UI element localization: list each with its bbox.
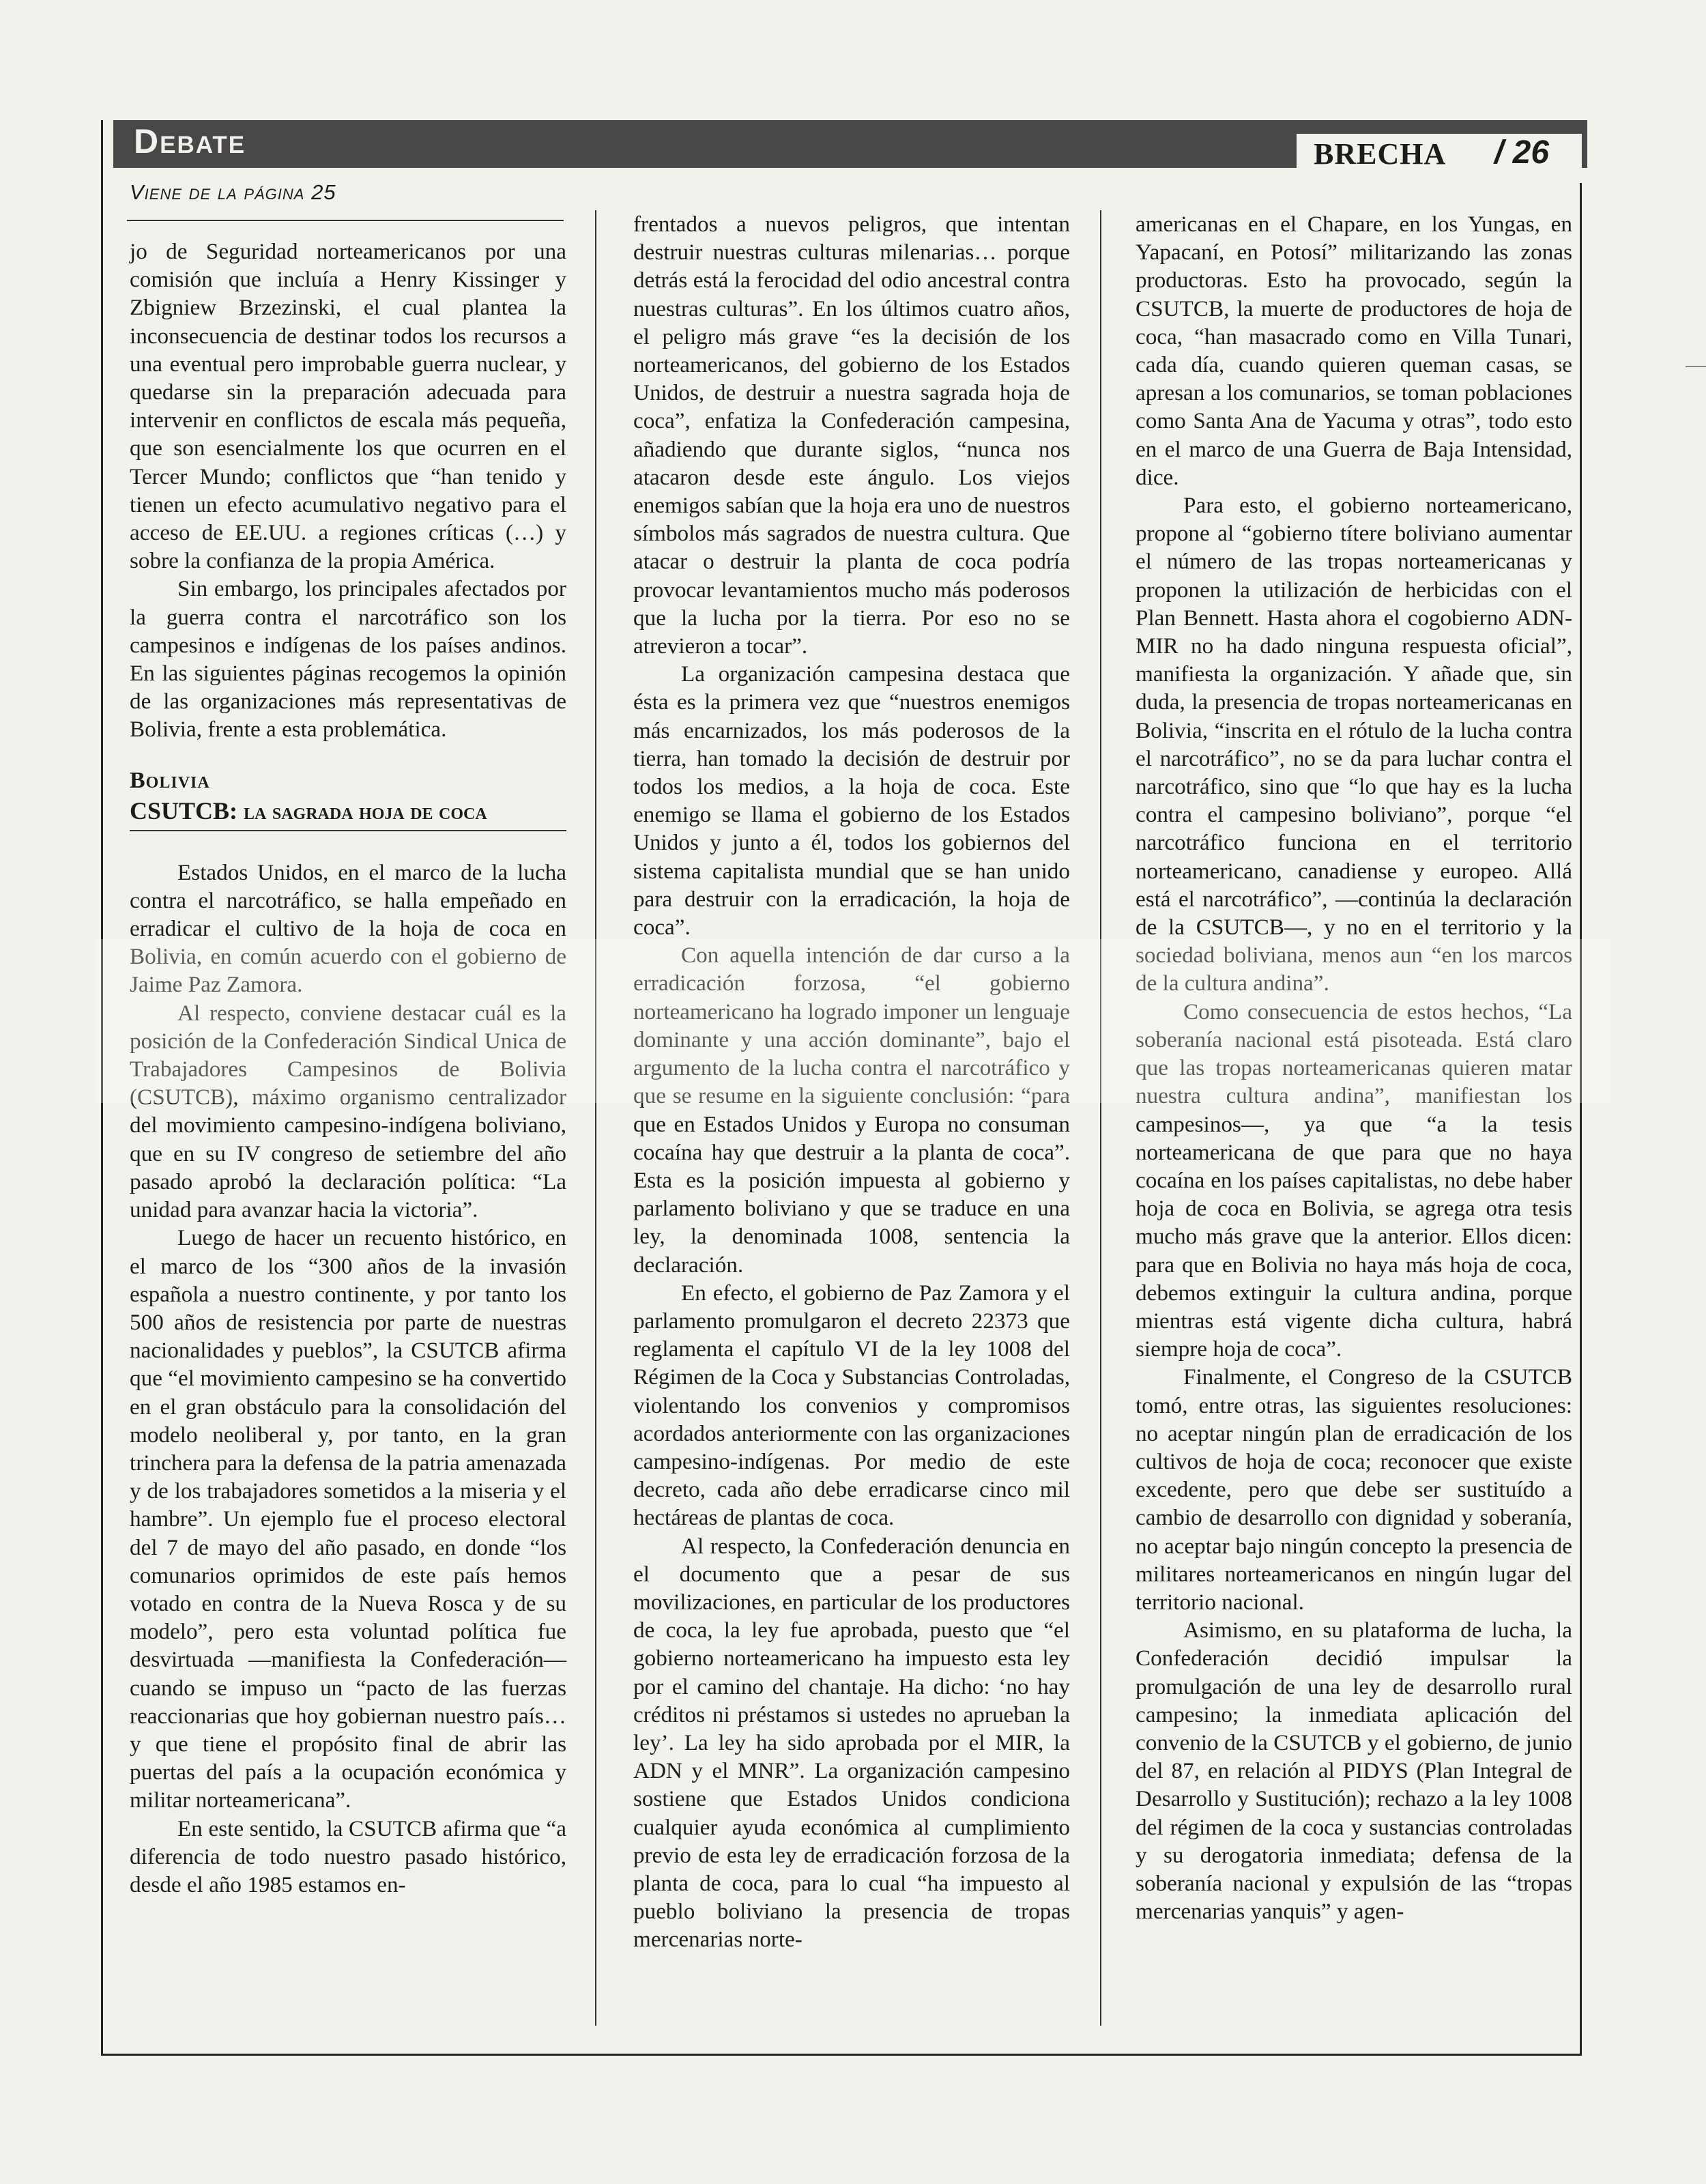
paragraph: jo de Seguridad norteamericanos por una comisión que incluía a Henry Kissinger y Zbigniew Brzezinski, el cual plantea la inconsecuencia de destinar todos los recursos a una eventual pero improbable guerra nuclear, y quedarse sin la preparación adecuada para intervenir en conflictos de escala más pequeña, que son esencialmente los que ocurren en el Tercer Mundo; conflictos que “han tenido y tienen un efecto acumulativo negativo para el acceso de EE.UU. a regiones críticas (…) y sobre la confianza de la propia América. <box>130 239 566 574</box>
paragraph: La organización campesina destaca que ésta es la primera vez que “nuestros enemigos más encarnizados, los más poderosos de la tierra, han tomado la decisión de destruir por todos los medios, a la hoja de coca. Este enemigo se llama el gobierno de los Estados Unidos y junto a él, todos los gobiernos del sistema capitalista mundial que se han unido para destruir con la erradicación, la hoja de coca”. <box>633 661 1070 940</box>
paragraph: Como consecuencia de estos hechos, “La soberanía nacional está pisoteada. Está claro que las tropas norteamericanas quieren matar nuestra cultura andina”, manifiestan los campesinos—, ya que “a la tesis norteamericana de que para que no haya cocaína en los países capitalistas, no debe haber hoja de coca en Bolivia, se agrega otra tesis mucho más grave que la anterior. Ellos dicen: para que en Bolivia no haya más hoja de coca, debemos extinguir la cultura andina, porque mientras está vigente dicha cultura, habrá siempre hoja de coca”. <box>1136 998 1572 1362</box>
paragraph: americanas en el Chapare, en los Yungas, en Yapacaní, en Potosí” militarizando las zonas productoras. Esto ha provocado, según la CSUTCB, la muerte de productores de hoja de coca, “han masacrado como en Villa Tunari, cada día, cuando quieren queman casas, se apresan a los comunarios, se toman poblaciones como Santa Ana de Yacuma y otras”, todo esto en el marco de una Guerra de Baja Intensidad, dice. <box>1136 212 1572 490</box>
section-title <box>130 794 566 831</box>
paragraph: En este sentido, la CSUTCB afirma que “a diferencia de todo nuestro pasado histórico, desde el año 1985 estamos en- <box>130 1815 566 1897</box>
section-country: Bolivia <box>130 767 210 793</box>
continued-rule <box>127 220 564 221</box>
article-column-1 <box>130 238 566 1899</box>
article-column-2 <box>633 210 1070 1954</box>
column-divider-1 <box>595 210 596 2026</box>
page-number: / 26 <box>1494 134 1550 171</box>
paragraph: Sin embargo, los principales afectados por la guerra contra el narcotráfico son los campesinos e indígenas de los países andinos. En las siguientes páginas recogemos la opinión de las organizaciones más representativas de Bolivia, frente a esta problemática. <box>130 576 566 743</box>
article-column-3 <box>1136 210 1572 1925</box>
section-title-rest: la sagrada hoja de coca <box>244 799 487 824</box>
section-label: Debate <box>134 122 246 160</box>
paragraph: Para esto, el gobierno norteamericano, propone al “gobierno títere boliviano aumentar el número de las tropas norteamericanas y proponen la utilización de herbicidas con el Plan Bennett. Hasta ahora el cogobierno ADN-MIR no ha dado ninguna respuesta oficial”, manifiesta la organización. Y añade que, sin duda, la presencia de tropas norteamericanas en Bolivia, “inscrita en el rótulo de la lucha contra el narcotráfico”, no se da para luchar contra el narcotráfico, sino que “lo que hay es la lucha contra el campesino boliviano”, porque “el narcotráfico funciona en el territorio norteamericano, canadiense y europeo. Allá está el narcotráfico”, —continúa la declaración de la CSUTCB—, y no en el territorio y la sociedad boliviana, menos aun “en los marcos de la cultura andina”. <box>1136 493 1572 996</box>
section-title-org: CSUTCB: <box>130 796 238 824</box>
paragraph: Al respecto, conviene destacar cuál es la posición de la Confederación Sindical Unica de Trabajadores Campesinos de Bolivia (CSUTCB), máximo organismo centralizador del movimiento campesino-indígena boliviano, que en su IV congreso de setiembre del año pasado aprobó la declaración política: “La unidad para avanzar hacia la victoria”. <box>130 1000 566 1223</box>
paragraph: Con aquella intención de dar curso a la erradicación forzosa, “el gobierno norteamericano ha logrado imponer un lenguaje dominante y una acción dominante”, bajo el argumento de la lucha contra el narcotráfico y que se resume en la siguiente conclusión: “para que en Estados Unidos y Europa no consuman cocaína hay que destruir a la planta de coca”. Esta es la posición impuesta al gobierno y parlamento boliviano y que se traduce en una ley, la denominada 1008, sentencia la declaración. <box>633 943 1070 1278</box>
paragraph: Finalmente, el Congreso de la CSUTCB tomó, entre otras, las siguientes resoluciones: no aceptar ningún plan de erradicación de los cultivos de hoja de coca; reconocer que existe excedente, pero que debe ser sustituído a cambio de desarrollo con dignidad y soberanía, no aceptar bajo ningún concepto la presencia de militares norteamericanos en ningún lugar del territorio nacional. <box>1136 1364 1572 1615</box>
paragraph: Al respecto, la Confederación denuncia en el documento que a pesar de sus movilizaciones, en particular de los productores de coca, la ley fue aprobada, puesto que “el gobierno norteamericano ha impuesto esta ley por el camino del chantaje. Ha dicho: ‘no hay créditos ni préstamos si ustedes no aprueban la ley’. La ley ha sido aprobada por el MIR, la ADN y el MNR”. La organización campesino sostiene que Estados Unidos condiciona cualquier ayuda económica al cumplimiento previo de esta ley de erradicación forzosa de la planta de coca, para lo cual “ha impuesto al pueblo boliviano la presencia de tropas mercenarias norte- <box>633 1533 1070 1953</box>
paragraph: En efecto, el gobierno de Paz Zamora y el parlamento promulgaron el decreto 22373 que reglamenta el capítulo VI de la ley 1008 del Régimen de la Coca y Substancias Controladas, violentando los convenios y compromisos acordados anteriormente con las organizaciones campesino-indígenas. Por medio de este decreto, cada año debe erradicarse cinco mil hectáreas de plantas de coca. <box>633 1280 1070 1531</box>
paragraph: frentados a nuevos peligros, que intentan destruir nuestras culturas milenarias… porque detrás está la ferocidad del odio ancestral contra nuestras culturas”. En los últimos cuatro años, el peligro más grave “es la decisión de los norteamericanos, del gobierno de los Estados Unidos, de destruir a nuestra sagrada hoja de coca”, enfatiza la Confederación campesina, añadiendo que durante siglos, “nunca nos atacaron desde este ángulo. Los viejos enemigos sabían que la hoja era uno de nuestros símbolos más sagrados de nuestra cultura. Que atacar o destruir la planta de coca podría provocar levantamientos mucho más poderosos que la lucha por la tierra. Por eso no se atrevieron a tocar”. <box>633 212 1070 659</box>
paragraph: Luego de hacer un recuento histórico, en el marco de los “300 años de la invasión española a nuestro continente, y por tanto los 500 años de resistencia por parte de nuestras nacionalidades y pueblos”, la CSUTCB afirma que “el movimiento campesino se ha convertido en el gran obstáculo para la consolidación del modelo neoliberal y, por tanto, en la gran trinchera para la defensa de la patria amenazada y de los trabajadores sometidos a la miseria y el hambre”. Un ejemplo fue el proceso electoral del 7 de mayo del año pasado, en donde “los comunarios oprimidos de este país hemos votado en contra de la Nueva Rosca y de su modelo”, pero esta voluntad política fue desvirtuada —manifiesta la Confederación— cuando se impuso un “pacto de las fuerzas reaccionarias que hoy gobiernan nuestro país… y que tiene el propósito final de abrir las puertas del país a la ocupación económica y militar norteamericana”. <box>130 1225 566 1813</box>
paragraph: Asimismo, en su plataforma de lucha, la Confederación decidió impulsar la promulgación de una ley de desarrollo rural campesino; la inmediata aplicación del convenio de la CSUTCB y el gobierno, de junio del 87, en relación al PIDYS (Plan Integral de Desarrollo y Sustitución); rechazo a la ley 1008 del régimen de la coca y sustancias controladas y su derogatoria inmediata; defensa de la soberanía nacional y expulsión de las “tropas mercenarias yanquis” y agen- <box>1136 1618 1572 1925</box>
margin-tick <box>1686 366 1706 367</box>
paragraph: Estados Unidos, en el marco de la lucha contra el narcotráfico, se halla empeñado en erradicar el cultivo de la hoja de coca en Bolivia, en común acuerdo con el gobierno de Jaime Paz Zamora. <box>130 859 566 998</box>
publication-name: BRECHA <box>1314 137 1447 171</box>
continued-from-label: Viene de la página 25 <box>130 180 336 204</box>
column-divider-2 <box>1100 210 1101 2026</box>
